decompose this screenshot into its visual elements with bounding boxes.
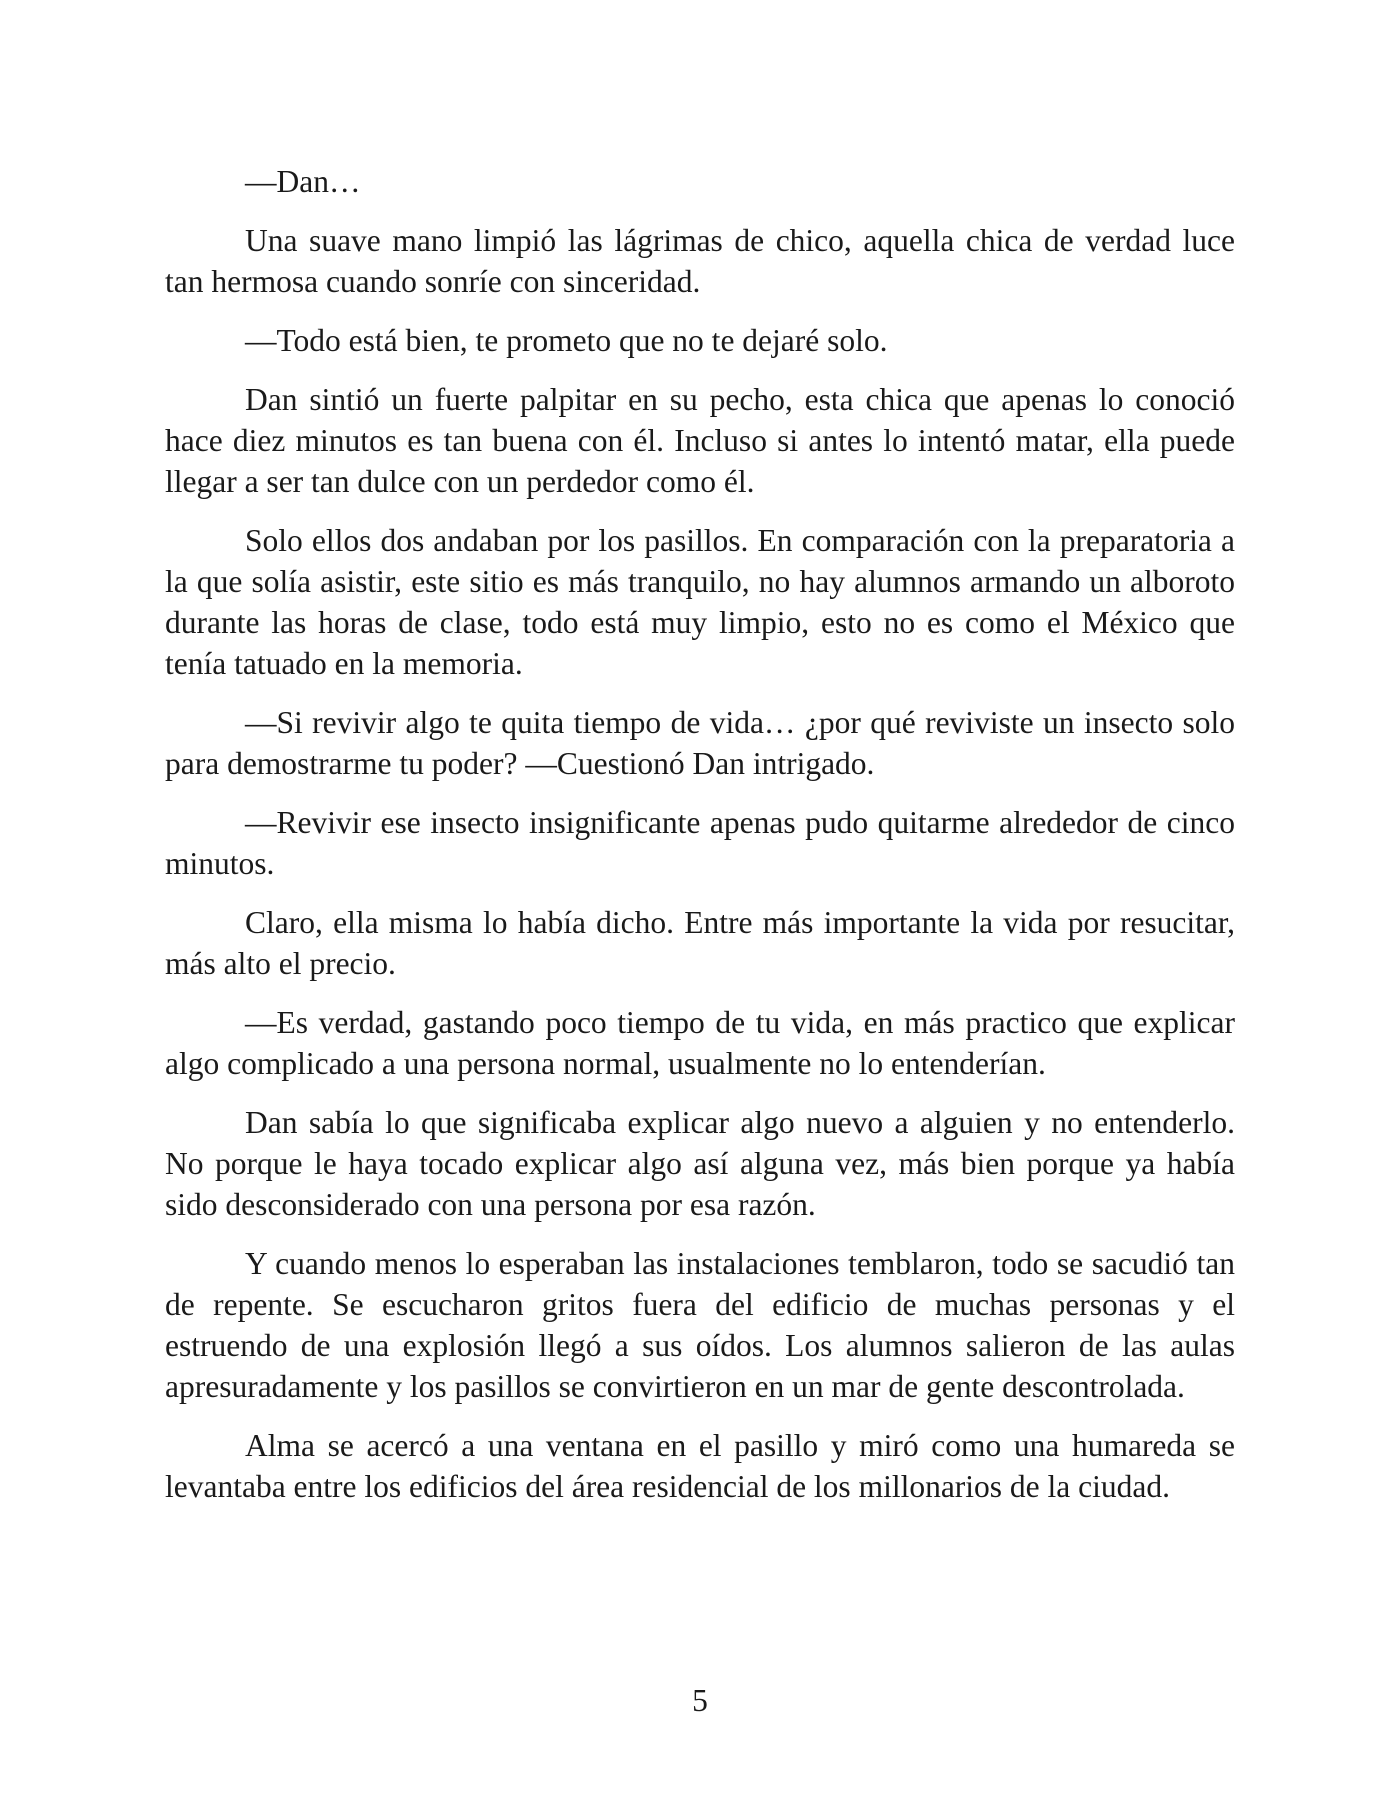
- paragraph: Solo ellos dos andaban por los pasillos. En comparación con la preparatoria a la que solía asistir, este sitio es más tranquilo, no hay alumnos armando un alboroto durante las horas de clase, todo está muy limpio, esto no es como el México que tenía tatuado en la memoria.: [165, 523, 1235, 681]
- paragraph: Dan sintió un fuerte palpitar en su pecho, esta chica que apenas lo conoció hace diez minutos es tan buena con él. Incluso si antes lo intentó matar, ella puede llegar a ser tan dulce con un perdedor como él.: [165, 382, 1235, 499]
- paragraph: —Es verdad, gastando poco tiempo de tu vida, en más practico que explicar algo complicado a una persona normal, usualmente no lo entenderían.: [165, 1005, 1235, 1081]
- body-text: [165, 161, 1235, 1507]
- paragraph: Claro, ella misma lo había dicho. Entre más importante la vida por resucitar, más alto el precio.: [165, 905, 1235, 981]
- paragraph: Alma se acercó a una ventana en el pasillo y miró como una humareda se levantaba entre los edificios del área residencial de los millonarios de la ciudad.: [165, 1428, 1235, 1504]
- paragraph: Una suave mano limpió las lágrimas de chico, aquella chica de verdad luce tan hermosa cuando sonríe con sinceridad.: [165, 223, 1235, 299]
- paragraph: —Todo está bien, te prometo que no te dejaré solo.: [245, 323, 888, 358]
- page-number: 5: [692, 1683, 708, 1718]
- paragraph: —Revivir ese insecto insignificante apenas pudo quitarme alrededor de cinco minutos.: [165, 805, 1235, 881]
- paragraph: Dan sabía lo que significaba explicar algo nuevo a alguien y no entenderlo. No porque le haya tocado explicar algo así alguna vez, más bien porque ya había sido desconsiderado con una persona por esa razón.: [165, 1105, 1235, 1222]
- paragraph: —Si revivir algo te quita tiempo de vida… ¿por qué reviviste un insecto solo para demostrarme tu poder? —Cuestionó Dan intrigado.: [165, 705, 1235, 781]
- paragraph: —Dan…: [245, 164, 361, 199]
- paragraph: Y cuando menos lo esperaban las instalaciones temblaron, todo se sacudió tan de repente. Se escucharon gritos fuera del edificio de muchas personas y el estruendo de una explosión llegó a sus oídos. Los alumnos salieron de las aulas apresuradamente y los pasillos se convirtieron en un mar de gente descontrolada.: [165, 1246, 1235, 1404]
